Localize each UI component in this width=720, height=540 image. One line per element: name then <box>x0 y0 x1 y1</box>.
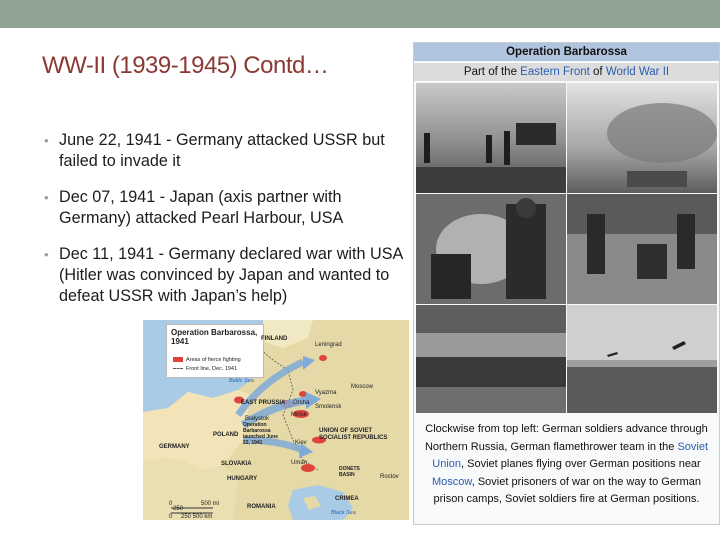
bullet-text: - Japan (axis partner with Germany) attacked Pearl Harbour, USA <box>59 188 344 227</box>
infobox <box>413 42 720 525</box>
map-label: Smolensk <box>315 404 342 410</box>
map-label: Rostov <box>380 474 399 480</box>
map-label: Minsk <box>291 412 307 418</box>
barbarossa-map <box>143 320 409 520</box>
map-label: Białystok <box>245 416 270 422</box>
scale-label: 0 <box>169 501 173 507</box>
photo-flamethrower-team <box>416 194 566 304</box>
bullet-date: Dec 11, 1941 <box>59 245 155 263</box>
scale-label: 500 mi <box>201 501 220 507</box>
bullet-icon: • <box>44 247 49 262</box>
bullet-item <box>44 187 412 229</box>
legend-front-label: Front line, Dec. 1941 <box>186 366 238 372</box>
bullet-item <box>44 244 412 307</box>
scale-label: 250 500 km <box>181 514 213 520</box>
fighting-swatch <box>173 357 183 362</box>
subtitle-text: Part of the <box>463 66 521 78</box>
map-label: Uman <box>291 460 308 466</box>
map-label: Vyazma <box>315 390 337 396</box>
bullet-item <box>44 130 412 172</box>
photo-soviet-soldiers-fire <box>567 194 717 304</box>
map-label: ROMANIA <box>247 504 276 510</box>
map-label: CRIMEA <box>335 496 359 502</box>
map-label: SLOVAKIA <box>221 461 252 467</box>
top-bar <box>0 0 720 28</box>
map-title: Operation Barbarossa, 1941 <box>171 328 258 346</box>
map-label: Black Sea <box>331 510 356 516</box>
eastern-front-link[interactable]: Eastern Front <box>520 66 590 78</box>
front-swatch <box>173 368 183 369</box>
bullet-date: Dec 07, 1941 <box>59 188 156 206</box>
soviet-union-link[interactable]: Soviet Union <box>432 440 709 470</box>
photo-german-soldiers-advance <box>416 83 566 193</box>
bullet-date: June 22, 1941 <box>59 131 162 149</box>
map-label: GERMANY <box>159 444 190 450</box>
legend-front <box>173 366 237 372</box>
infobox-caption <box>418 421 715 509</box>
legend-fighting <box>173 357 241 363</box>
caption-text: , Soviet prisoners of war on the way to German prison camps, Soviet soldiers fire at German positions. <box>433 475 702 505</box>
caption-text: Clockwise from top left: German soldiers advance through Northern Russia, German flamethrower team in the <box>424 423 708 453</box>
scale-label: 0 <box>169 514 173 520</box>
moscow-link[interactable]: Moscow <box>431 475 472 488</box>
map-label: Moscow <box>351 384 374 390</box>
infobox-title: Operation Barbarossa <box>414 43 719 61</box>
bullet-icon: • <box>44 133 49 148</box>
caption-text: , Soviet planes flying over German positions near <box>461 458 701 470</box>
world-war-ii-link[interactable]: World War II <box>605 66 670 78</box>
map-label: Kiev <box>295 440 307 446</box>
photo-collage <box>416 83 717 413</box>
photo-soviet-prisoners <box>416 305 566 413</box>
photo-soviet-planes <box>567 305 717 413</box>
slide-title: WW-II (1939-1945) Contd… <box>42 52 329 79</box>
map-label: Operation Barbarossa launched June 22, 1941 <box>243 422 279 446</box>
map-label: Baltic Sea <box>229 378 254 384</box>
map-label: FINLAND <box>261 336 288 342</box>
map-label: POLAND <box>213 432 239 438</box>
legend-fighting-label: Areas of fierce fighting <box>186 357 241 363</box>
map-label: UNION OF SOVIET SOCIALIST REPUBLICS <box>319 428 388 441</box>
infobox-subtitle <box>414 63 719 81</box>
map-label: HUNGARY <box>227 476 258 482</box>
bullet-text: - Germany attacked USSR but failed to invade it <box>59 131 385 170</box>
photo-smoke-village <box>567 83 717 193</box>
map-label: EAST PRUSSIA <box>241 400 286 406</box>
map-legend <box>166 324 264 378</box>
subtitle-text: of <box>589 66 606 78</box>
bullet-icon: • <box>44 190 49 205</box>
map-label: DONETS BASIN <box>339 466 360 478</box>
map-label: Leningrad <box>315 342 342 348</box>
map-label: Orsha <box>293 400 310 406</box>
bullet-text: - Germany declared war with USA (Hitler was convinced by Japan and wanted to defeat USSR with Japan’s help) <box>59 245 403 305</box>
bullet-list <box>44 130 412 322</box>
scale-label: 250 <box>173 506 184 512</box>
